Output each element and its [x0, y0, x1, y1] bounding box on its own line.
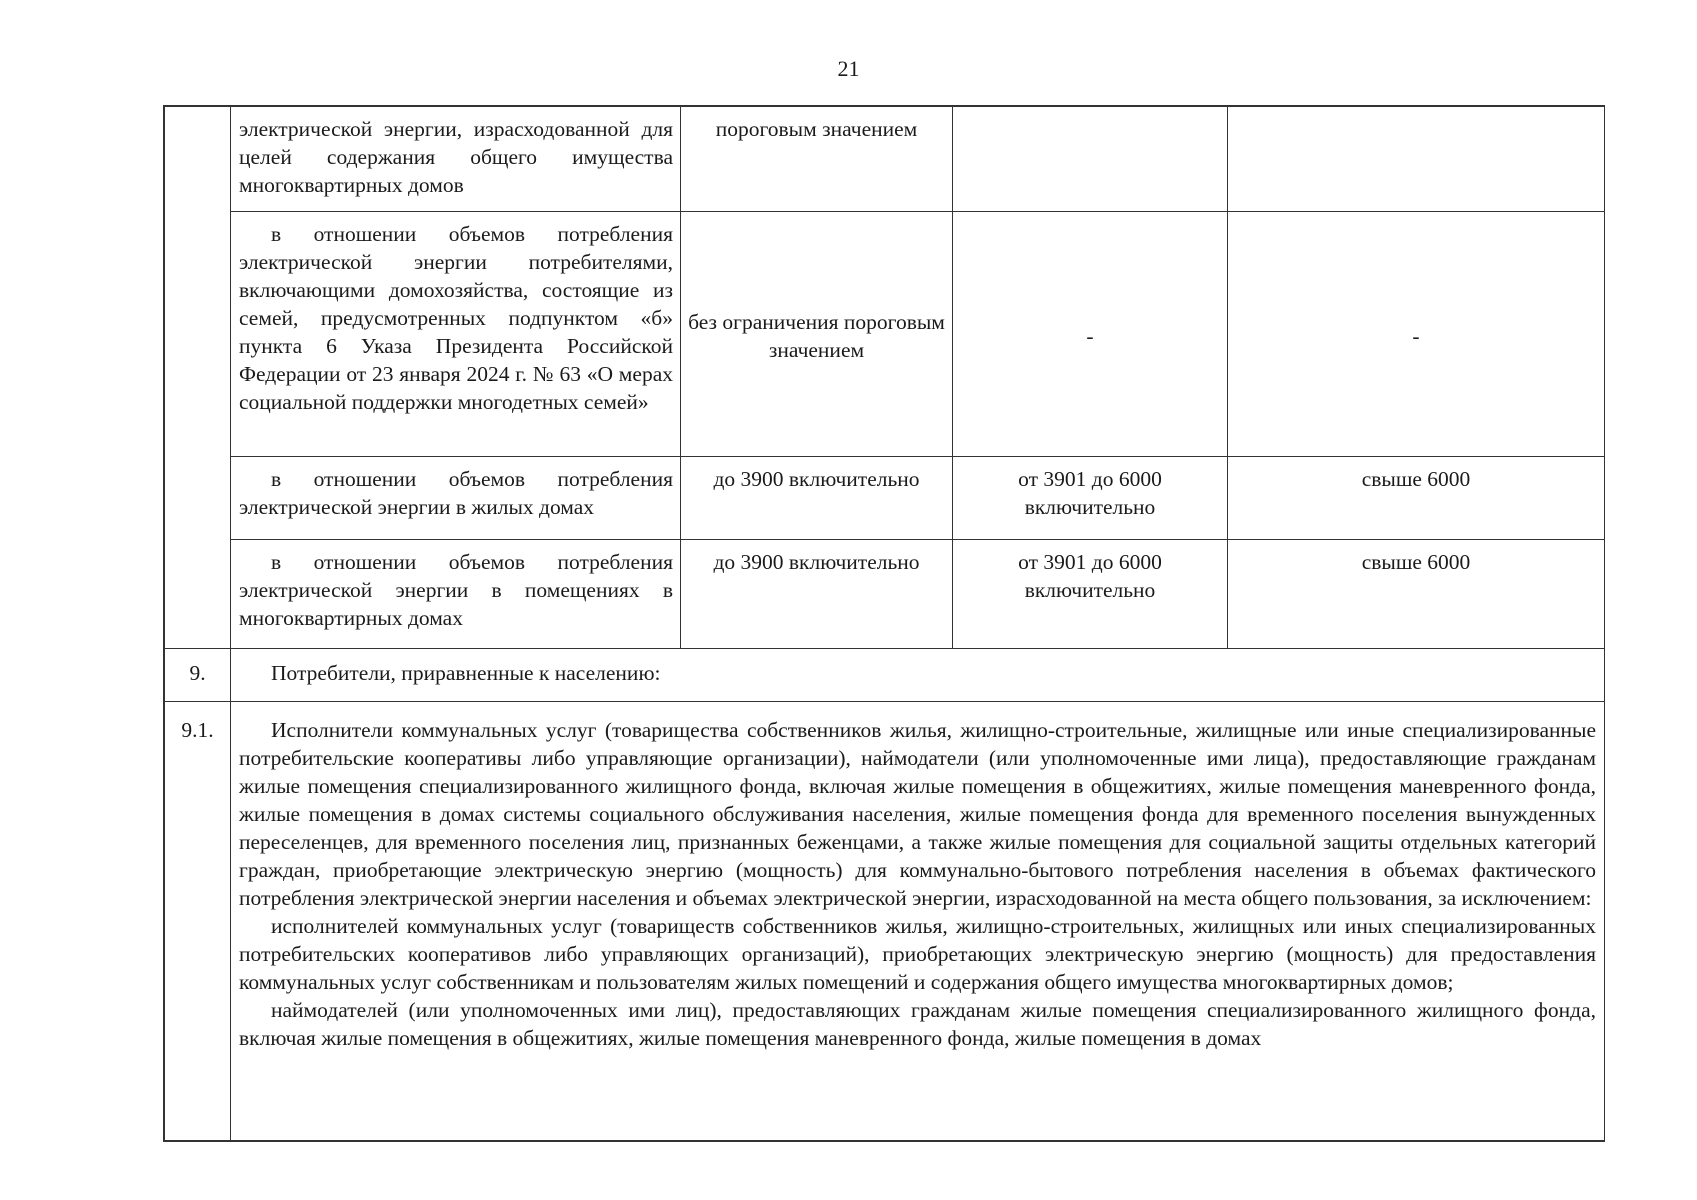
table-row — [165, 702, 1605, 1141]
row-description: в отношении объемов потребления электрической энергии в жилых домах — [231, 457, 681, 540]
section-body — [231, 702, 1605, 1141]
page-number: 21 — [837, 56, 860, 81]
tariff-table — [163, 105, 1605, 1142]
range-cell: от 3901 до 6000 включительно — [953, 540, 1228, 649]
paragraph: наймодателей (или уполномоченных ими лиц), предоставляющих гражданам жилые помещения специализированного жилищного фонда, включая жилые помещения в общежитиях, жилые помещения маневренного фонда, жилые помещения в домах — [239, 998, 1596, 1050]
paragraph: Исполнители коммунальных услуг (товарищества собственников жилья, жилищно-строительные, жилищные или иные специализированные потребительские кооперативы либо управляющие организации), наймодатели (или уполномоченные ими лица), предоставляющие гражданам жилые помещения специализированного жилищного фонда, включая жилые помещения в общежитиях, жилые помещения маневренного фонда, жилые помещения в домах системы социального обслуживания населения, жилые помещения фонда для временного поселения вынужденных переселенцев, для временного поселения лиц, признанных беженцами, а также жилые помещения для социальной защиты отдельных категорий граждан, приобретающие электрическую энергию (мощность) для коммунально-бытового потребления населения в объемах фактического потребления электрической энергии населения и объемах электрической энергии, израсходованной на места общего пользования, за исключением: — [239, 718, 1596, 910]
above-cell: свыше 6000 — [1228, 540, 1605, 649]
above-cell: свыше 6000 — [1228, 457, 1605, 540]
above-cell — [1228, 107, 1605, 212]
range-cell: от 3901 до 6000 включительно — [953, 457, 1228, 540]
paragraph: исполнителей коммунальных услуг (товариществ собственников жилья, жилищно-строительных, жилищных или иных специализированных потребительских кооперативов либо управляющих организаций), приобретающих электрическую энергию (мощность) для предоставления коммунальных услуг собственникам и пользователям жилых помещений и содержания общего имущества многоквартирных домов; — [239, 914, 1596, 994]
above-cell: - — [1228, 212, 1605, 457]
table-row — [165, 540, 1605, 649]
table-body — [164, 106, 1605, 1141]
row-description: электрической энергии, израсходованной для целей содержания общего имущества многоквартирных домов — [231, 107, 681, 212]
row-description: в отношении объемов потребления электрической энергии потребителями, включающими домохозяйства, состоящие из семей, предусмотренных подпунктом «б» пункта 6 Указа Президента Российской Федерации от 23 января 2024 г. № 63 «О мерах социальной поддержки многодетных семей» — [231, 212, 681, 457]
range-cell — [953, 107, 1228, 212]
threshold-cell: без ограничения пороговым значением — [681, 212, 953, 457]
table-row — [165, 457, 1605, 540]
table-row — [165, 649, 1605, 702]
threshold-cell: до 3900 включительно — [681, 540, 953, 649]
table-row — [165, 212, 1605, 457]
table-row — [165, 107, 1605, 212]
row-description: в отношении объемов потребления электрической энергии в помещениях в многоквартирных домах — [231, 540, 681, 649]
threshold-cell: до 3900 включительно — [681, 457, 953, 540]
threshold-cell: пороговым значением — [681, 107, 953, 212]
section-number: 9.1. — [165, 702, 231, 1141]
section-heading: Потребители, приравненные к населению: — [231, 649, 1605, 702]
row-number-cell-empty — [165, 107, 231, 649]
section-number: 9. — [165, 649, 231, 702]
range-cell: - — [953, 212, 1228, 457]
